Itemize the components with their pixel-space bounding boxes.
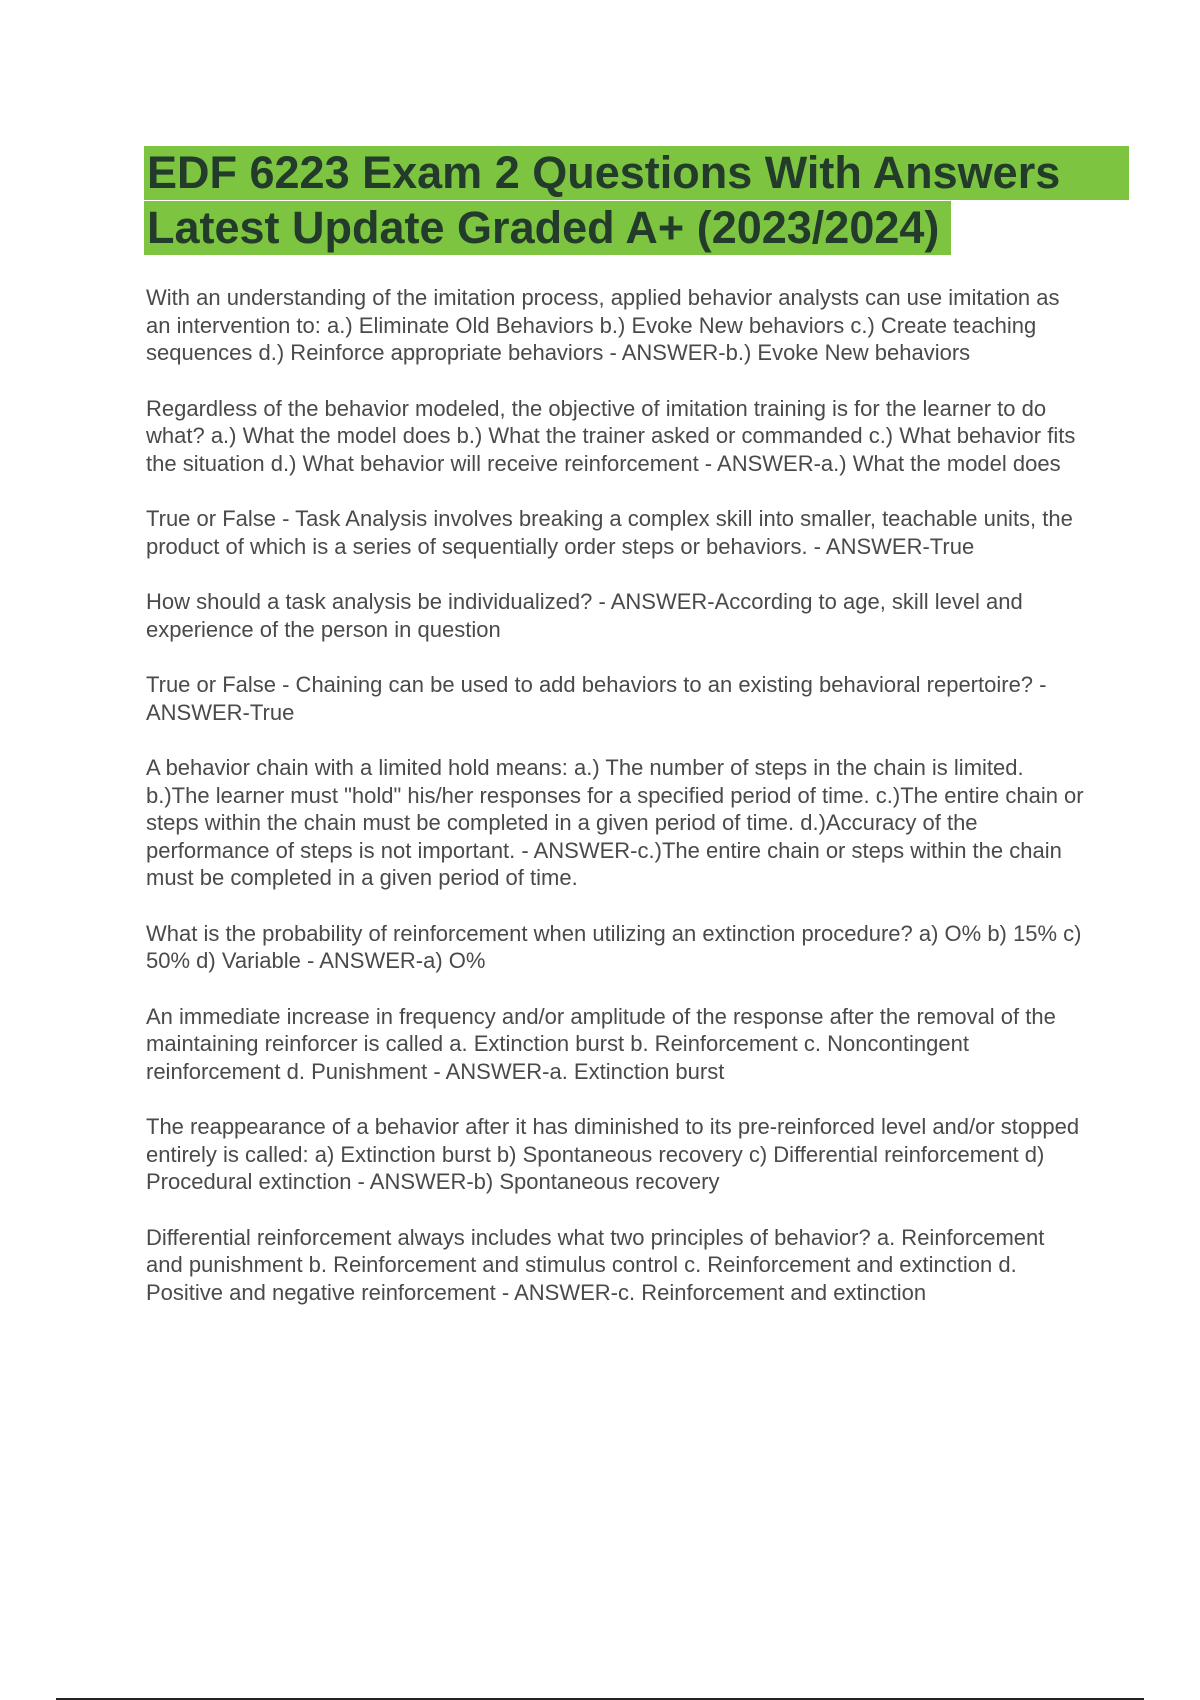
qa-item: True or False - Task Analysis involves breaking a complex skill into smaller, teachable units, the product of which is a series of sequentially order steps or behaviors. - ANSWER-True: [146, 506, 1073, 559]
qa-item: With an understanding of the imitation process, applied behavior analysts can use imitation as an intervention to: a.) Eliminate Old Behaviors b.) Evoke New behaviors c.) Create teaching sequences d.) Reinforce appropriate behaviors - ANSWER-b.) Evoke New behaviors: [146, 285, 1060, 365]
qa-item: Differential reinforcement always includes what two principles of behavior? a. Reinforcement and punishment b. Reinforcement and stimulus control c. Reinforcement and extinction d. Positive and negative reinforcement - ANSWER-c. Reinforcement and extinction: [146, 1224, 1045, 1305]
qa-item: Regardless of the behavior modeled, the objective of imitation training is for the learner to do what? a.) What the model does b.) What the trainer asked or commanded c.) What behavior fits the situation d.) What behavior will receive reinforcement - ANSWER-a.) What the model does: [146, 395, 1076, 476]
qa-item: A behavior chain with a limited hold means: a.) The number of steps in the chain is limited. b.)The learner must "hold" his/her responses for a specified period of time. c.)The entire chain or steps within the chain must be completed in a given period of time. d.)Accuracy of the performance of steps is not important. - ANSWER-c.)The entire chain or steps within the chain must be completed in a given period of time.: [146, 755, 1084, 890]
qa-item: True or False - Chaining can be used to add behaviors to an existing behavioral repertoire? - ANSWER-True: [146, 672, 1047, 725]
qa-list: [146, 284, 1086, 1334]
title-line-1: EDF 6223 Exam 2 Questions With Answers: [144, 146, 1129, 200]
title-line-2: Latest Update Graded A+ (2023/2024): [144, 201, 951, 255]
qa-item: How should a task analysis be individualized? - ANSWER-According to age, skill level and experience of the person in question: [146, 589, 1023, 642]
page-title: [144, 146, 1144, 255]
qa-item: What is the probability of reinforcement when utilizing an extinction procedure? a) O% b) 15% c) 50% d) Variable - ANSWER-a) O%: [146, 920, 1082, 973]
qa-item: An immediate increase in frequency and/or amplitude of the response after the removal of the maintaining reinforcer is called a. Extinction burst b. Reinforcement c. Noncontingent reinforcement d. Punishment - ANSWER-a. Extinction burst: [146, 1003, 1056, 1084]
qa-item: The reappearance of a behavior after it has diminished to its pre-reinforced level and/or stopped entirely is called: a) Extinction burst b) Spontaneous recovery c) Differential reinforcement d) Procedural extinction - ANSWER-b) Spontaneous recovery: [146, 1114, 1080, 1194]
